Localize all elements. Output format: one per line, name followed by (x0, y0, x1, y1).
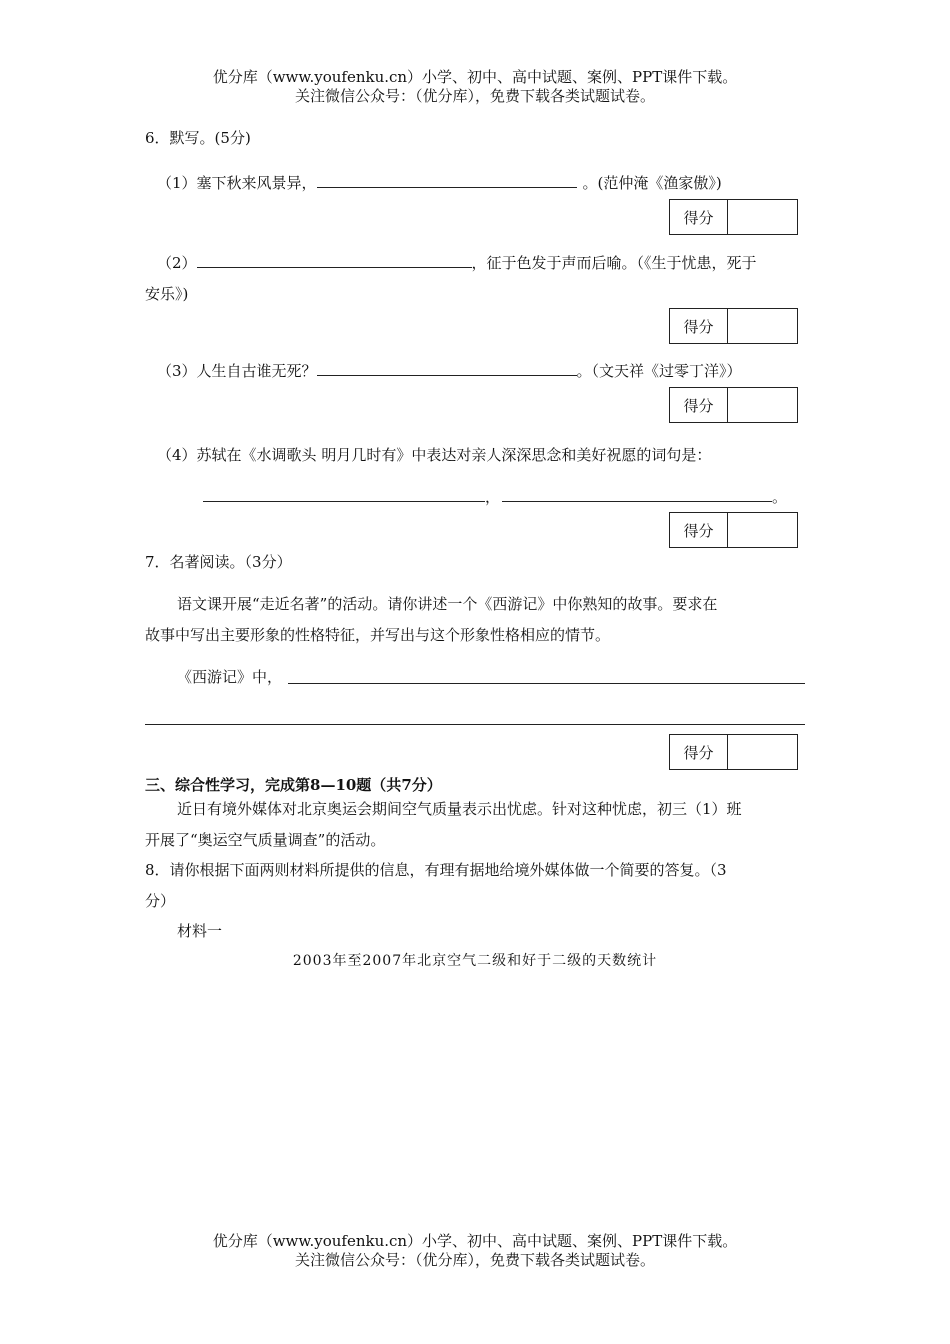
score-label: 得分 (670, 200, 728, 234)
q8-text-continued: 分） (145, 892, 176, 910)
q6-item-3-prefix: （3）人生自古谁无死？ (157, 362, 317, 380)
q6-item-2 (157, 253, 757, 273)
score-box-1 (669, 199, 798, 235)
q7-title: 7．名著阅读。（3分） (145, 553, 292, 571)
header-line-1: 优分库（www.youfenku.cn）小学、初中、高中试题、案例、PPT课件下载。 (212, 68, 738, 86)
footer-line-2: 关注微信公众号：（优分库），免费下载各类试题试卷。 (294, 1251, 655, 1269)
q6-item-4-blank-2[interactable] (502, 487, 772, 502)
q6-item-1-prefix: （1）塞下秋来风景异， (157, 174, 317, 192)
section-3-title: 三、综合性学习，完成第8—10题（共7分） (145, 776, 442, 794)
q8-material-label: 材料一 (177, 922, 223, 940)
q6-item-1 (157, 173, 722, 193)
q6-item-4: （4）苏轼在《水调歌头 明月几时有》中表达对亲人深深思念和美好祝愿的词句是： (157, 446, 712, 464)
footer-line-1: 优分库（www.youfenku.cn）小学、初中、高中试题、案例、PPT课件下载。 (212, 1232, 738, 1250)
score-label: 得分 (670, 513, 728, 547)
score-cell[interactable] (728, 735, 797, 769)
score-box-3 (669, 387, 798, 423)
q6-item-3 (157, 361, 742, 381)
q6-item-1-suffix: 。(范仲淹《渔家傲》) (582, 174, 722, 192)
q6-item-3-blank[interactable] (317, 361, 577, 376)
q6-item-1-blank[interactable] (317, 173, 577, 188)
score-label: 得分 (670, 735, 728, 769)
q6-item-4-end: 。 (772, 488, 788, 506)
q8-text: 8．请你根据下面两则材料所提供的信息，有理有据地给境外媒体做一个简要的答复。（3 (145, 861, 727, 879)
score-box-4 (669, 512, 798, 548)
q6-item-4-blank-1[interactable] (203, 487, 485, 502)
q6-item-4-answer (203, 487, 787, 507)
q8-chart-caption: 2003年至2007年北京空气二级和好于二级的天数统计 (292, 953, 658, 969)
q6-item-2-prefix: （2） (157, 254, 197, 272)
q7-answer-prefix: 《西游记》中， (177, 668, 283, 686)
q6-item-4-comma: ， (485, 488, 501, 506)
q7-answer-line-2[interactable] (145, 724, 805, 725)
score-cell[interactable] (728, 388, 797, 422)
q6-item-3-suffix: 。（文天祥《过零丁洋》） (576, 362, 742, 380)
q6-title: 6．默写。(5分) (145, 129, 251, 147)
score-label: 得分 (670, 388, 728, 422)
q7-paragraph-2: 故事中写出主要形象的性格特征，并写出与这个形象性格相应的情节。 (145, 626, 611, 644)
section-3-paragraph-2: 开展了“奥运空气质量调查”的活动。 (145, 831, 386, 849)
score-box-2 (669, 308, 798, 344)
score-cell[interactable] (728, 309, 797, 343)
score-cell[interactable] (728, 513, 797, 547)
score-label: 得分 (670, 309, 728, 343)
q6-item-2-suffix: ，征于色发于声而后喻。（《生于忧患，死于 (471, 254, 757, 272)
q7-answer-line-1[interactable] (288, 683, 805, 684)
q7-paragraph-1: 语文课开展“走近名著”的活动。请你讲述一个《西游记》中你熟知的故事。要求在 (177, 595, 718, 613)
header-line-2: 关注微信公众号：（优分库），免费下载各类试题试卷。 (294, 87, 655, 105)
score-box-5 (669, 734, 798, 770)
q6-item-2-continued: 安乐》) (145, 285, 189, 303)
score-cell[interactable] (728, 200, 797, 234)
section-3-paragraph-1: 近日有境外媒体对北京奥运会期间空气质量表示出忧虑。针对这种忧虑，初三（1）班 (177, 800, 742, 818)
q6-item-2-blank[interactable] (197, 253, 472, 268)
